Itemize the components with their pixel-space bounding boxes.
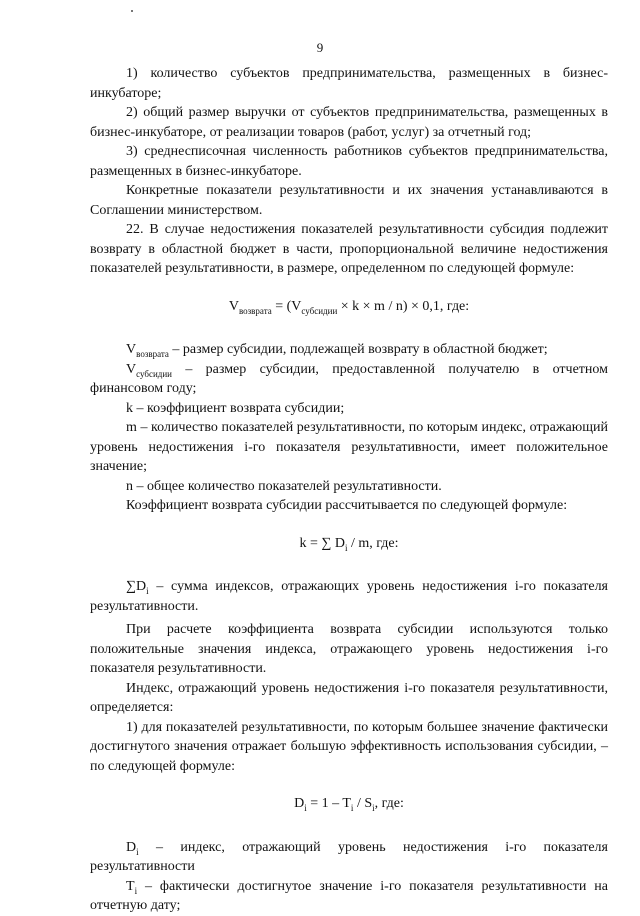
paragraph-n: n – общее количество показателей результативности. bbox=[126, 478, 442, 494]
formula-index: $D_i = 1 - T_i / S_i$, где: bbox=[294, 796, 404, 813]
paragraph-coefficient-intro: Коэффициент возврата субсидии рассчитывается по следующей формуле: bbox=[126, 498, 568, 513]
page-number: 9 bbox=[316, 40, 324, 55]
document-body bbox=[90, 64, 608, 916]
paragraph-case-1: 1) для показателей результативности, по которым большее значение фактически достигнутого значения отражает большую эффективность использования субсидии, – по следующей формуле: bbox=[90, 719, 608, 774]
scan-speck bbox=[131, 10, 133, 12]
paragraph-5: 22. В случае недостижения показателей результативности субсидия подлежит возврату в областной бюджет в части, пропорциональной величине недостижения показателей результативности, в размере, определенном по следующей формуле: bbox=[90, 222, 608, 276]
paragraph-sum-d: $\sum D_i$ – сумма индексов, отражающих уровень недостижения i-го показателя результативности. bbox=[90, 579, 608, 614]
paragraph-4: Конкретные показатели результативности и их значения устанавливаются в Соглашении министерством. bbox=[90, 183, 608, 218]
paragraph-k: k – коэффициент возврата субсидии; bbox=[126, 400, 345, 416]
paragraph-v-return: $V_{возврата}$ – размер субсидии, подлежащей возврату в областной бюджет; bbox=[126, 342, 548, 359]
paragraph-d-index: $D_i$ – индекс, отражающий уровень недостижения i-го показателя результативности bbox=[90, 839, 608, 874]
paragraph-index-intro: Индекс, отражающий уровень недостижения i-го показателя результативности, определяется: bbox=[90, 680, 608, 715]
formula-return-amount: $V_{возврата} = (V_{субсидии} \times k \times m / n) \times 0,1$, где: bbox=[228, 298, 470, 316]
paragraph-2: 2) общий размер выручки от субъектов предпринимательства, размещенных в бизнес-инкубаторе, от реализации товаров (работ, услуг) за отчетный год; bbox=[90, 105, 608, 140]
paragraph-v-subsidy: $V_{субсидии}$ – размер субсидии, предоставленной получателю в отчетном финансовом году; bbox=[90, 361, 608, 396]
formula-coefficient: k = ∑ $D_i$ / m, где: bbox=[299, 535, 399, 553]
paragraph-3: 3) среднесписочная численность работников субъектов предпринимательства, размещенных в бизнес-инкубаторе. bbox=[90, 144, 608, 179]
paragraph-1: 1) количество субъектов предпринимательства, размещенных в бизнес-инкубаторе; bbox=[90, 66, 608, 101]
paragraph-t-value: $T_i$ – фактически достигнутое значение i-го показателя результативности на отчетную дату; bbox=[90, 878, 608, 913]
paragraph-positive-values: При расчете коэффициента возврата субсидии используются только положительные значения индекса, отражающего уровень недостижения i-го показателя результативности. bbox=[90, 622, 608, 676]
paragraph-m: m – количество показателей результативности, по которым индекс, отражающий уровень недостижения i-го показателя результативности, имеет положительное значение; bbox=[90, 420, 608, 474]
